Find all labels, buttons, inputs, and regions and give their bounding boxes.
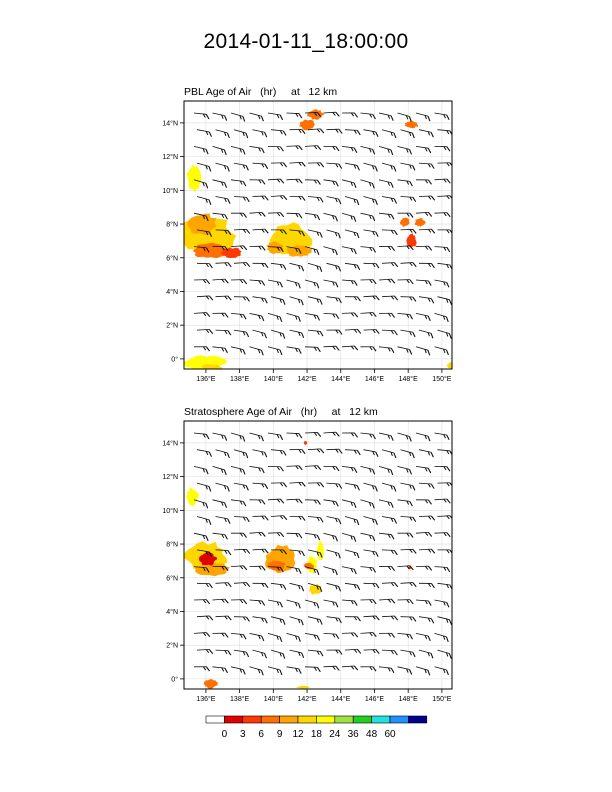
stratosphere-age-map [162,421,452,703]
lon-tick-label: 146°E [364,376,385,383]
pbl-age-map [162,101,452,383]
lat-tick-label: 4°N [166,608,178,616]
colorbar-swatch [372,716,390,723]
lat-tick-label: 12°N [162,154,178,162]
lat-tick-label: 12°N [162,474,178,482]
colorbar-label: 48 [366,729,378,740]
lat-tick-label: 0° [171,676,178,684]
lon-tick-label: 146°E [364,696,385,703]
colorbar-swatch [243,716,261,723]
lon-tick-label: 138°E [230,376,250,383]
lon-tick-label: 138°E [230,696,250,703]
colorbar-label: 9 [276,729,283,740]
lat-tick-label: 8°N [166,221,178,229]
colorbar-swatch [206,716,224,723]
colorbar-label: 24 [329,729,341,740]
colorbar-label: 6 [258,729,264,740]
lat-tick-label: 8°N [166,541,178,549]
age-shading [193,243,226,259]
lon-tick-label: 140°E [263,376,283,383]
lat-tick-label: 14°N [162,440,178,448]
colorbar-label: 3 [240,729,246,740]
colorbar-swatch [353,716,371,723]
lon-tick-label: 150°E [432,696,452,703]
lon-tick-label: 144°E [331,376,351,383]
lon-tick-label: 148°E [398,376,418,383]
lon-tick-label: 144°E [331,696,351,703]
lon-tick-label: 142°E [297,376,317,383]
colorbar-label: 60 [384,729,396,740]
colorbar-swatch [408,716,426,723]
colorbar-swatch [224,716,242,723]
lat-tick-label: 10°N [162,187,178,195]
lon-tick-label: 136°E [196,376,216,383]
lon-tick-label: 140°E [263,696,283,703]
colorbar-label: 12 [292,729,304,740]
lon-tick-label: 142°E [297,696,317,703]
lat-tick-label: 4°N [166,288,178,296]
figure-title: 2014-01-11_18:00:00 [203,30,409,53]
strat-title-line-1: Stratosphere Age of Air (hr) at 12 km [184,406,378,418]
lat-tick-label: 0° [171,356,178,364]
lat-tick-label: 2°N [166,642,178,650]
colorbar-swatch [316,716,334,723]
colorbar-swatch [390,716,408,723]
lon-tick-label: 136°E [196,696,216,703]
colorbar-swatch [261,716,279,723]
lon-tick-label: 148°E [398,696,418,703]
colorbar-label: 36 [347,729,359,740]
lon-tick-label: 150°E [432,376,452,383]
pbl-title-line-1: PBL Age of Air (hr) at 12 km [184,86,338,98]
lat-tick-label: 14°N [162,120,178,128]
colorbar-label: 0 [221,729,228,740]
lat-tick-label: 6°N [166,575,178,583]
colorbar-label: 18 [310,729,322,740]
colorbar-swatch [335,716,353,723]
lat-tick-label: 6°N [166,255,178,263]
lat-tick-label: 2°N [166,322,178,330]
colorbar-swatch [298,716,316,723]
lat-tick-label: 10°N [162,507,178,515]
colorbar-swatch [280,716,298,723]
